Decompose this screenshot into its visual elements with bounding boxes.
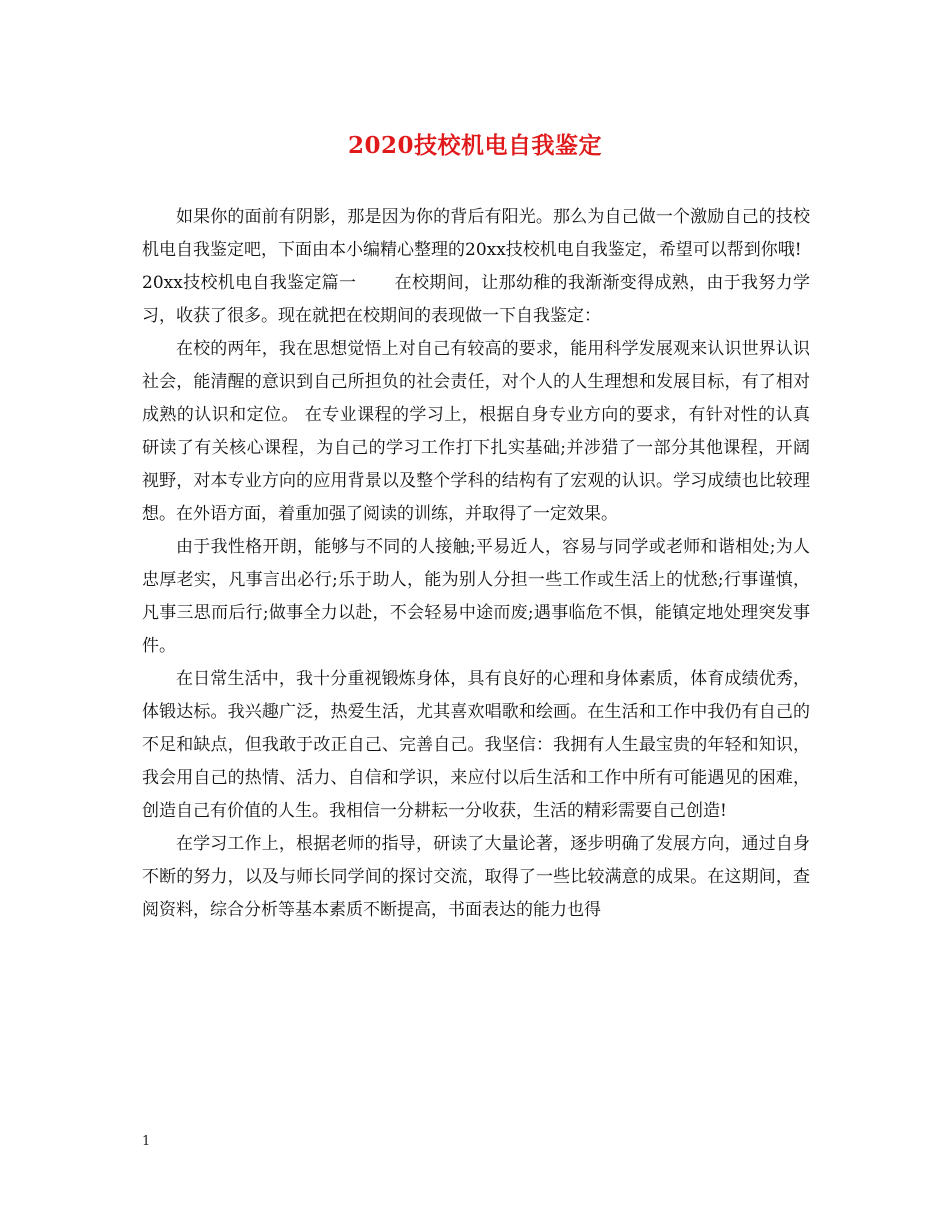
- document-title: 2020技校机电自我鉴定: [347, 132, 602, 159]
- body-paragraph-4: 在学习工作上，根据老师的指导，研读了大量论著，逐步明确了发展方向，通过自身不断的努力，以及与师长同学间的探讨交流，取得了一些比较满意的成果。在这期间，查阅资料，综合分析等基本素质不断提高，书面表达的能力也得: [142, 834, 810, 920]
- body-paragraph-3: 在日常生活中，我十分重视锻炼身体，具有良好的心理和身体素质，体育成绩优秀，体锻达标。我兴趣广泛，热爱生活，尤其喜欢唱歌和绘画。在生活和工作中我仍有自己的不足和缺点，但我敢于改正自己、完善自己。我坚信：我拥有人生最宝贵的年轻和知识，我会用自己的热情、活力、自信和学识，来应付以后生活和工作中所有可能遇见的困难，创造自己有价值的人生。我相信一分耕耘一分收获，生活的精彩需要自己创造!: [142, 669, 810, 821]
- page-number: 1: [142, 1134, 151, 1149]
- document-body: [142, 201, 810, 927]
- section-heading: 20xx技校机电自我鉴定篇一: [142, 273, 357, 293]
- body-paragraph-1: 在校的两年，我在思想觉悟上对自己有较高的要求，能用科学发展观来认识世界认识社会，能清醒的意识到自己所担负的社会责任，对个人的人生理想和发展目标，有了相对成熟的认识和定位。 在专业课程的学习上，根据自身专业方向的要求，有针对性的认真研读了有关核心课程，为自己的学习工作打下扎实基础;并涉猎了一部分其他课程，开阔视野，对本专业方向的应用背景以及整个学科的结构有了宏观的认识。学习成绩也比较理想。在外语方面，着重加强了阅读的训练，并取得了一定效果。: [142, 339, 810, 524]
- section-lead: 在校期间，让那幼稚的我渐渐变得成熟，由于我努力学习，收获了很多。现在就把在校期间的表现做一下自我鉴定：: [142, 273, 810, 326]
- section-paragraph: [142, 267, 810, 333]
- intro-paragraph: 如果你的面前有阴影，那是因为你的背后有阳光。那么为自己做一个激励自己的技校机电自我鉴定吧，下面由本小编精心整理的20xx技校机电自我鉴定，希望可以帮到你哦!: [142, 207, 810, 260]
- body-paragraph-2: 由于我性格开朗，能够与不同的人接触;平易近人，容易与同学或老师和谐相处;为人忠厚老实，凡事言出必行;乐于助人，能为别人分担一些工作或生活上的忧愁;行事谨慎，凡事三思而后行;做事全力以赴，不会轻易中途而废;遇事临危不惧，能镇定地处理突发事件。: [142, 537, 810, 656]
